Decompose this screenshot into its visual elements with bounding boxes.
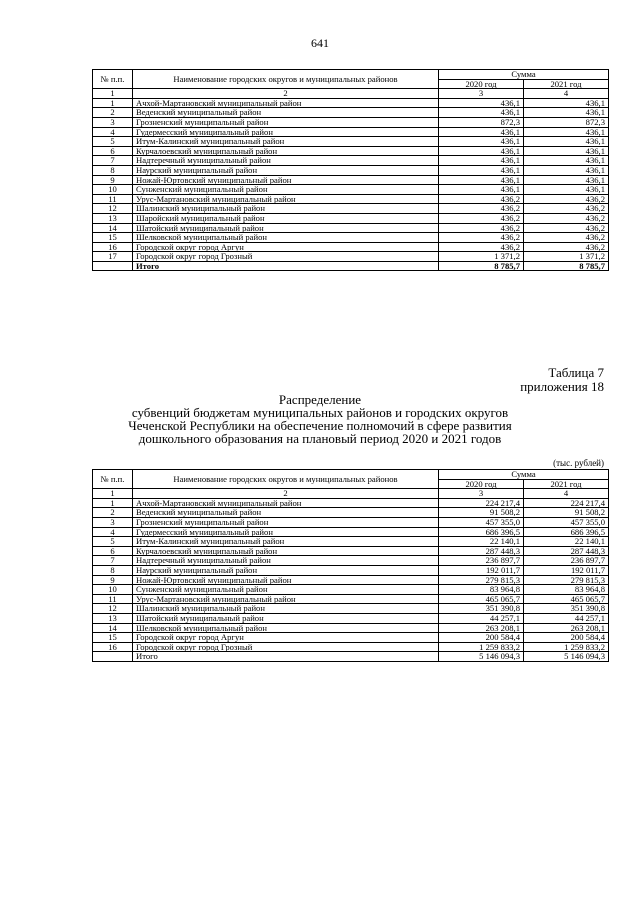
value-2020: 236 897,7 xyxy=(439,556,524,566)
value-2020: 436,1 xyxy=(439,108,524,118)
total-row xyxy=(93,652,609,662)
table-row xyxy=(93,623,609,633)
value-2021: 436,1 xyxy=(524,98,609,108)
row-number: 10 xyxy=(93,185,133,195)
district-name: Веденский муниципальный район xyxy=(133,108,439,118)
table-row xyxy=(93,556,609,566)
value-2020: 436,1 xyxy=(439,146,524,156)
value-2020: 91 508,2 xyxy=(439,508,524,518)
value-2021: 457 355,0 xyxy=(524,517,609,527)
value-2020: 192 011,7 xyxy=(439,565,524,575)
table-row xyxy=(93,585,609,595)
value-2021: 22 140,1 xyxy=(524,537,609,547)
row-number: 11 xyxy=(93,594,133,604)
column-number-header: № п.п. xyxy=(93,70,133,89)
column-index-2: 2 xyxy=(133,489,439,499)
column-index-4: 4 xyxy=(524,89,609,99)
value-2021: 872,3 xyxy=(524,117,609,127)
value-2020: 436,2 xyxy=(439,233,524,243)
value-2021: 224 217,4 xyxy=(524,498,609,508)
table-row xyxy=(93,527,609,537)
value-2020: 436,2 xyxy=(439,194,524,204)
district-name: Шалинский муниципальный район xyxy=(133,604,439,614)
row-number: 11 xyxy=(93,194,133,204)
units-note: (тыс. рублей) xyxy=(553,458,604,468)
row-number: 8 xyxy=(93,565,133,575)
value-2021: 91 508,2 xyxy=(524,508,609,518)
value-2021: 236 897,7 xyxy=(524,556,609,566)
table-row xyxy=(93,185,609,195)
district-name: Грозненский муниципальный район xyxy=(133,517,439,527)
table-number-caption: Таблица 7 xyxy=(548,365,604,380)
row-number: 4 xyxy=(93,127,133,137)
table-row xyxy=(93,204,609,214)
value-2021: 436,2 xyxy=(524,213,609,223)
table-row xyxy=(93,508,609,518)
row-number: 15 xyxy=(93,233,133,243)
subsidy-table-1 xyxy=(92,69,609,271)
value-2021: 465 065,7 xyxy=(524,594,609,604)
district-name: Итум-Калинский муниципальный район xyxy=(133,137,439,147)
total-row xyxy=(93,261,609,271)
value-2020: 436,1 xyxy=(439,185,524,195)
total-number xyxy=(93,652,133,662)
table-row xyxy=(93,223,609,233)
district-name: Городской округ город Аргун xyxy=(133,633,439,643)
district-name: Веденский муниципальный район xyxy=(133,508,439,518)
value-2021: 686 396,5 xyxy=(524,527,609,537)
value-2021: 279 815,3 xyxy=(524,575,609,585)
table-2-header xyxy=(93,470,609,499)
district-name: Гудермесский муниципальный район xyxy=(133,127,439,137)
total-label: Итого xyxy=(133,261,439,271)
column-2020-header: 2020 год xyxy=(439,79,524,89)
district-name: Курчалоевский муниципальный район xyxy=(133,146,439,156)
district-name: Грозненский муниципальный район xyxy=(133,117,439,127)
value-2021: 200 584,4 xyxy=(524,633,609,643)
value-2020: 22 140,1 xyxy=(439,537,524,547)
value-2020: 436,1 xyxy=(439,137,524,147)
column-2021-header: 2021 год xyxy=(524,79,609,89)
value-2021: 436,2 xyxy=(524,223,609,233)
district-name: Урус-Мартановский муниципальный район xyxy=(133,594,439,604)
table-row xyxy=(93,194,609,204)
value-2021: 436,2 xyxy=(524,233,609,243)
row-number: 14 xyxy=(93,223,133,233)
section-title-line-4: дошкольного образования на плановый период 2020 и 2021 годов xyxy=(138,431,502,446)
section-title-line-1: Распределение xyxy=(278,392,362,407)
total-label: Итого xyxy=(133,652,439,662)
value-2021: 436,2 xyxy=(524,194,609,204)
column-name-header: Наименование городских округов и муниципальных районов xyxy=(133,70,439,89)
row-number: 9 xyxy=(93,575,133,585)
district-name: Ачхой-Мартановский муниципальный район xyxy=(133,498,439,508)
table-row xyxy=(93,594,609,604)
value-2020: 287 448,3 xyxy=(439,546,524,556)
value-2021: 436,1 xyxy=(524,108,609,118)
value-2020: 436,2 xyxy=(439,204,524,214)
value-2021: 83 964,8 xyxy=(524,585,609,595)
value-2020: 224 217,4 xyxy=(439,498,524,508)
value-2021: 192 011,7 xyxy=(524,565,609,575)
section-title-line-2: субвенций бюджетам муниципальных районов и городских округов xyxy=(131,405,509,420)
row-number: 4 xyxy=(93,527,133,537)
value-2021: 436,1 xyxy=(524,165,609,175)
appendix-caption: приложения 18 xyxy=(520,379,604,394)
row-number: 15 xyxy=(93,633,133,643)
district-name: Шатойский муниципальный район xyxy=(133,613,439,623)
row-number: 16 xyxy=(93,642,133,652)
value-2021: 287 448,3 xyxy=(524,546,609,556)
value-2021: 1 259 833,2 xyxy=(524,642,609,652)
value-2021: 351 390,8 xyxy=(524,604,609,614)
value-2020: 279 815,3 xyxy=(439,575,524,585)
table-1-header xyxy=(93,70,609,99)
column-index-3: 3 xyxy=(439,489,524,499)
row-number: 3 xyxy=(93,517,133,527)
table-row xyxy=(93,117,609,127)
value-2021: 436,1 xyxy=(524,175,609,185)
value-2020: 1 371,2 xyxy=(439,252,524,262)
value-2020: 436,1 xyxy=(439,98,524,108)
value-2020: 200 584,4 xyxy=(439,633,524,643)
value-2021: 436,1 xyxy=(524,137,609,147)
column-index-1: 1 xyxy=(93,89,133,99)
subsidy-table-2 xyxy=(92,469,609,662)
value-2021: 263 208,1 xyxy=(524,623,609,633)
value-2020: 686 396,5 xyxy=(439,527,524,537)
value-2021: 436,1 xyxy=(524,127,609,137)
table-row xyxy=(93,137,609,147)
value-2020: 436,2 xyxy=(439,223,524,233)
district-name: Урус-Мартановский муниципальный район xyxy=(133,194,439,204)
column-sum-header: Сумма xyxy=(439,70,609,80)
column-index-1: 1 xyxy=(93,489,133,499)
value-2020: 465 065,7 xyxy=(439,594,524,604)
column-index-3: 3 xyxy=(439,89,524,99)
row-number: 13 xyxy=(93,213,133,223)
row-number: 10 xyxy=(93,585,133,595)
column-sum-header: Сумма xyxy=(439,470,609,480)
table-row xyxy=(93,575,609,585)
value-2021: 436,1 xyxy=(524,146,609,156)
section-title-line-3: Чеченской Республики на обеспечение полномочий в сфере развития xyxy=(128,418,512,433)
district-name: Ножай-Юртовский муниципальный район xyxy=(133,575,439,585)
value-2020: 436,1 xyxy=(439,156,524,166)
district-name: Надтеречный муниципальный район xyxy=(133,556,439,566)
column-2020-header: 2020 год xyxy=(439,479,524,489)
table-row xyxy=(93,127,609,137)
row-number: 12 xyxy=(93,604,133,614)
district-name: Наурский муниципальный район xyxy=(133,165,439,175)
value-2021: 436,1 xyxy=(524,156,609,166)
table-row xyxy=(93,498,609,508)
table-row xyxy=(93,642,609,652)
value-2021: 436,2 xyxy=(524,204,609,214)
table-2-body xyxy=(93,498,609,661)
district-name: Итум-Калинский муниципальный район xyxy=(133,537,439,547)
row-number: 14 xyxy=(93,623,133,633)
value-2020: 457 355,0 xyxy=(439,517,524,527)
table-row xyxy=(93,242,609,252)
row-number: 6 xyxy=(93,146,133,156)
district-name: Наурский муниципальный район xyxy=(133,565,439,575)
value-2020: 44 257,1 xyxy=(439,613,524,623)
column-index-2: 2 xyxy=(133,89,439,99)
total-2020: 5 146 094,3 xyxy=(439,652,524,662)
row-number: 12 xyxy=(93,204,133,214)
row-number: 8 xyxy=(93,165,133,175)
district-name: Городской округ город Грозный xyxy=(133,252,439,262)
table-row xyxy=(93,633,609,643)
value-2020: 83 964,8 xyxy=(439,585,524,595)
table-row xyxy=(93,546,609,556)
district-name: Шатойский муниципальный район xyxy=(133,223,439,233)
table-row xyxy=(93,213,609,223)
district-name: Сунженский муниципальный район xyxy=(133,185,439,195)
district-name: Ачхой-Мартановский муниципальный район xyxy=(133,98,439,108)
value-2020: 1 259 833,2 xyxy=(439,642,524,652)
total-number xyxy=(93,261,133,271)
value-2020: 436,1 xyxy=(439,127,524,137)
column-number-header: № п.п. xyxy=(93,470,133,489)
district-name: Шалинский муниципальный район xyxy=(133,204,439,214)
row-number: 9 xyxy=(93,175,133,185)
value-2021: 436,2 xyxy=(524,242,609,252)
district-name: Ножай-Юртовский муниципальный район xyxy=(133,175,439,185)
district-name: Надтеречный муниципальный район xyxy=(133,156,439,166)
row-number: 7 xyxy=(93,156,133,166)
table-row xyxy=(93,517,609,527)
value-2020: 436,2 xyxy=(439,213,524,223)
table-row xyxy=(93,165,609,175)
value-2021: 1 371,2 xyxy=(524,252,609,262)
row-number: 1 xyxy=(93,98,133,108)
district-name: Шаройский муниципальный район xyxy=(133,213,439,223)
district-name: Гудермесский муниципальный район xyxy=(133,527,439,537)
total-2021: 5 146 094,3 xyxy=(524,652,609,662)
row-number: 17 xyxy=(93,252,133,262)
row-number: 3 xyxy=(93,117,133,127)
table-row xyxy=(93,252,609,262)
value-2020: 436,1 xyxy=(439,165,524,175)
district-name: Городской округ город Аргун xyxy=(133,242,439,252)
total-2020: 8 785,7 xyxy=(439,261,524,271)
district-name: Шелковской муниципальный район xyxy=(133,233,439,243)
value-2021: 44 257,1 xyxy=(524,613,609,623)
column-name-header: Наименование городских округов и муниципальных районов xyxy=(133,470,439,489)
table-1-body xyxy=(93,98,609,271)
table-row xyxy=(93,565,609,575)
table-row xyxy=(93,613,609,623)
row-number: 2 xyxy=(93,508,133,518)
row-number: 5 xyxy=(93,137,133,147)
district-name: Шелковской муниципальный район xyxy=(133,623,439,633)
row-number: 16 xyxy=(93,242,133,252)
row-number: 7 xyxy=(93,556,133,566)
row-number: 1 xyxy=(93,498,133,508)
value-2020: 351 390,8 xyxy=(439,604,524,614)
table-row xyxy=(93,156,609,166)
value-2020: 872,3 xyxy=(439,117,524,127)
column-index-4: 4 xyxy=(524,489,609,499)
table-row xyxy=(93,604,609,614)
total-2021: 8 785,7 xyxy=(524,261,609,271)
table-row xyxy=(93,146,609,156)
table-row xyxy=(93,98,609,108)
table-row xyxy=(93,108,609,118)
row-number: 13 xyxy=(93,613,133,623)
row-number: 6 xyxy=(93,546,133,556)
row-number: 5 xyxy=(93,537,133,547)
table-row xyxy=(93,175,609,185)
value-2020: 436,1 xyxy=(439,175,524,185)
page-number: 641 xyxy=(311,36,329,50)
district-name: Городской округ город Грозный xyxy=(133,642,439,652)
table-row xyxy=(93,233,609,243)
district-name: Курчалоевский муниципальный район xyxy=(133,546,439,556)
column-2021-header: 2021 год xyxy=(524,479,609,489)
table-row xyxy=(93,537,609,547)
district-name: Сунженский муниципальный район xyxy=(133,585,439,595)
value-2021: 436,1 xyxy=(524,185,609,195)
row-number: 2 xyxy=(93,108,133,118)
value-2020: 263 208,1 xyxy=(439,623,524,633)
value-2020: 436,2 xyxy=(439,242,524,252)
